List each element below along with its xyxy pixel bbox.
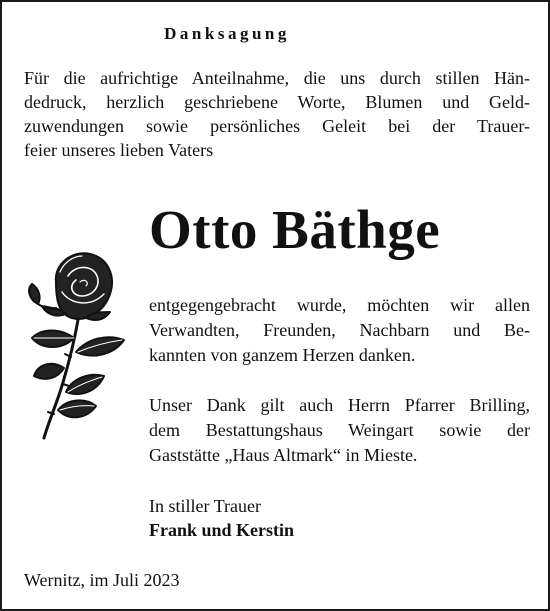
intro-line: Für die aufrichtige Anteilnahme, die uns durch stillen Hän- xyxy=(24,68,530,88)
closing-phrase: In stiller Trauer xyxy=(149,496,261,516)
intro-line: feier unseres lieben Vaters xyxy=(24,140,214,160)
thanks-paragraph xyxy=(149,293,530,368)
paragraph-line: dem Bestattungshaus Weingart sowie der xyxy=(149,420,530,440)
paragraph-line: Gaststätte „Haus Altmark“ in Mieste. xyxy=(149,445,418,465)
paragraph-line: Unser Dank gilt auch Herrn Pfarrer Brilling, xyxy=(149,395,530,415)
intro-line: zuwendungen sowie persönliches Geleit bei der Trauer- xyxy=(24,116,530,136)
paragraph-line: kannten von ganzem Herzen danken. xyxy=(149,345,416,365)
place-and-date: Wernitz, im Juli 2023 xyxy=(24,570,180,590)
signers: Frank und Kerstin xyxy=(149,520,295,540)
paragraph-line: entgegengebracht wurde, möchten wir allen xyxy=(149,295,530,315)
intro-text xyxy=(24,66,530,162)
intro-line: dedruck, herzlich geschriebene Worte, Blumen und Geld- xyxy=(24,92,530,112)
rose-icon xyxy=(16,242,136,442)
paragraph-line: Verwandten, Freunden, Nachbarn und Be- xyxy=(149,320,530,340)
notice-heading: Danksagung xyxy=(164,24,290,43)
additional-thanks-paragraph xyxy=(149,393,530,468)
deceased-name: Otto Bäthge xyxy=(149,199,441,260)
